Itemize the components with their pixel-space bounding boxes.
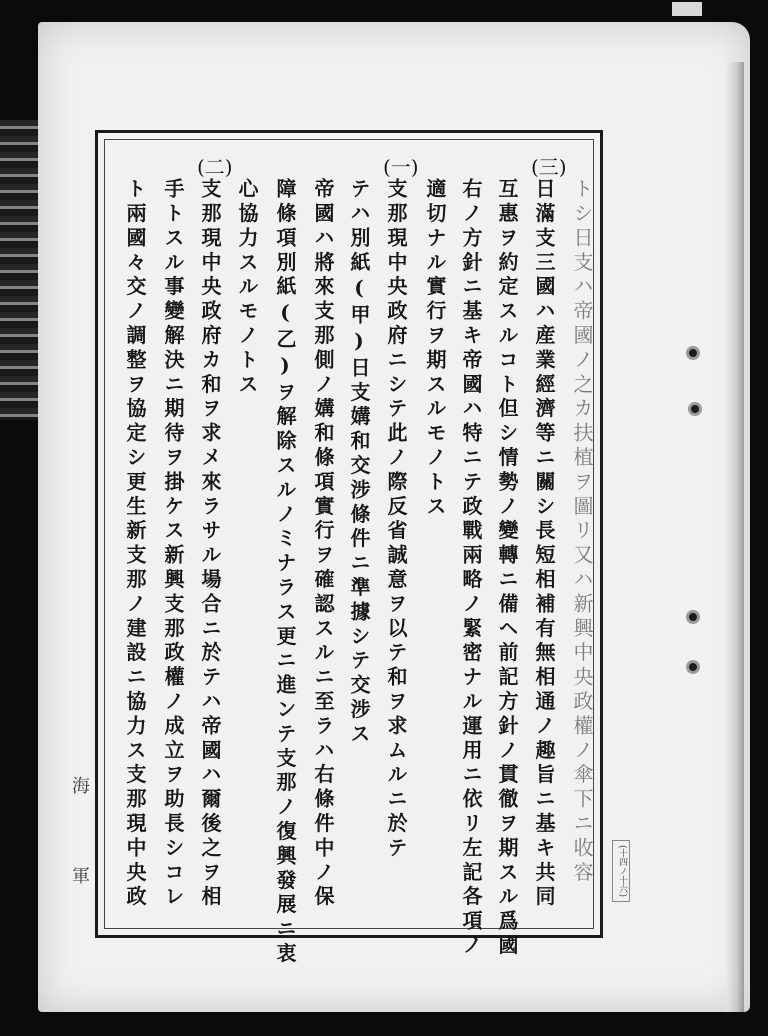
text-column-12: 手トスル事變解決ニ期待ヲ掛ケス新興支那政權ノ成立ヲ助長シコレ bbox=[161, 178, 185, 910]
binding-hole-2 bbox=[688, 402, 702, 416]
text-column-13: ト兩國々交ノ調整ヲ協定シ更生新支那ノ建設ニ協力ス支那現中央政 bbox=[123, 178, 147, 910]
item-mark-2: (二) bbox=[197, 155, 233, 179]
page-side-label: (十四ノ十六) bbox=[612, 840, 630, 902]
text-column-2: 日滿支三國ハ産業經濟等ニ關シ長短相補有無相通ノ趣旨ニ基キ共同 bbox=[532, 178, 556, 910]
binding-hole-4 bbox=[686, 660, 700, 674]
text-column-4: 右ノ方針ニ基キ帝國ハ特ニテ政戰兩略ノ緊密ナル運用ニ依リ左記各項ノ bbox=[459, 178, 483, 959]
header-mark bbox=[672, 2, 702, 16]
text-column-5: 適切ナル實行ヲ期スルモノトス bbox=[423, 178, 447, 520]
text-column-10: 心協力スルモノトス bbox=[235, 178, 259, 398]
binding-edge bbox=[0, 120, 38, 420]
binding-hole-1 bbox=[686, 346, 700, 360]
page-edge bbox=[726, 62, 744, 1012]
text-column-3: 互惠ヲ約定スルコト但シ情勢ノ變轉ニ備ヘ前記方針ノ貫徹ヲ期スル爲國 bbox=[495, 178, 519, 959]
binding-hole-3 bbox=[686, 610, 700, 624]
text-column-1: トシ日支ハ帝國ノ之カ扶植ヲ圖リ又ハ新興中央政權ノ傘下ニ收容 bbox=[570, 178, 594, 886]
margin-char-1: 海 bbox=[72, 776, 90, 797]
text-column-8: 帝國ハ將來支那側ノ媾和條項實行ヲ確認スルニ至ラハ右條件中ノ保 bbox=[311, 178, 335, 910]
item-mark-3: (三) bbox=[531, 155, 567, 179]
text-column-6: 支那現中央政府ニシテ此ノ際反省誠意ヲ以テ和ヲ求ムルニ於テ bbox=[384, 178, 408, 862]
item-mark-1: (一) bbox=[383, 155, 419, 179]
text-column-9: 障條項別紙(乙)ヲ解除スルノミナラス更ニ進ンテ支那ノ復興發展ニ衷 bbox=[273, 178, 297, 967]
text-column-11: 支那現中央政府カ和ヲ求メ來ラサル場合ニ於テハ帝國ハ爾後之ヲ相 bbox=[198, 178, 222, 910]
margin-char-2: 軍 bbox=[72, 866, 90, 887]
text-column-7: テハ別紙(甲)日支媾和交涉條件ニ準據シテ交涉ス bbox=[347, 178, 371, 748]
